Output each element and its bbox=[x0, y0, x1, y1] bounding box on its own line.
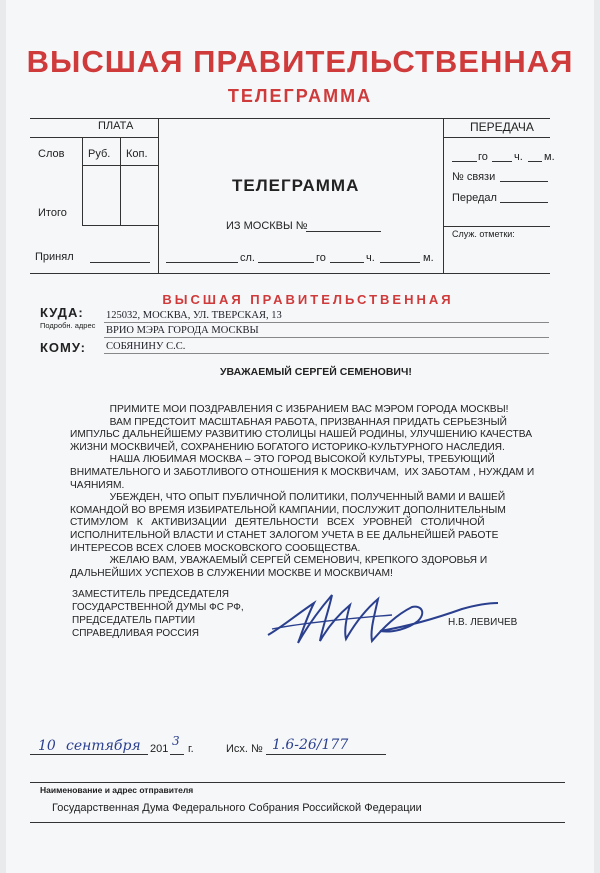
letter-line: ПРИМИТЕ МОИ ПОЗДРАВЛЕНИЯ С ИЗБРАНИЕМ ВАС МЭРОМ ГОРОДА МОСКВЫ! bbox=[70, 404, 509, 415]
ish-number: 1.6-26/177 bbox=[272, 737, 349, 753]
letter-line: КОМАНДОЙ ВО ВРЕМЯ ИЗБИРАТЕЛЬНОЙ КАМПАНИИ, ПОСЛУЖИТ ДОПОЛНИТЕЛЬНЫМ bbox=[70, 504, 506, 516]
plata-label: ПЛАТА bbox=[98, 120, 134, 132]
sluzh-label: Служ. отметки: bbox=[452, 229, 515, 239]
kuda-line2: ВРИО МЭРА ГОРОДА МОСКВЫ bbox=[106, 325, 259, 336]
letter-line: ДАЛЬНЕЙШИХ УСПЕХОВ В СЛУЖЕНИИ МОСКВЕ И МОСКВИЧАМ! bbox=[70, 567, 393, 579]
ish-label: Исх. № bbox=[226, 743, 263, 755]
letter-line: ЖИЗНИ МОСКВИЧЕЙ, СОХРАНЕНИЮ БОГАТОГО ИСТОРИКО-КУЛЬТУРНОГО НАСЛЕДИЯ. bbox=[70, 441, 505, 453]
header-subtitle: ТЕЛЕГРАММА bbox=[227, 86, 373, 106]
go-r-label: го bbox=[478, 151, 488, 163]
ch-label: ч. bbox=[366, 252, 375, 264]
kuda-line1: 125032, МОСКВА, УЛ. ТВЕРСКАЯ, 13 bbox=[106, 310, 282, 321]
letter-body bbox=[70, 404, 570, 580]
sig-line: ПРЕДСЕДАТЕЛЬ ПАРТИИ bbox=[72, 615, 196, 626]
sl-label: сл. bbox=[240, 252, 255, 264]
letter-line: ИНТЕРЕСОВ ВСЕХ СЛОЕВ МОСКОВСКОГО СООБЩЕСТВА. bbox=[70, 542, 361, 554]
letter-line: ЖЕЛАЮ ВАМ, УВАЖАЕМЫЙ СЕРГЕЙ СЕМЕНОВИЧ, КРЕПКОГО ЗДОРОВЬЯ И bbox=[70, 555, 488, 567]
letter-line: СТИМУЛОМ К АКТИВИЗАЦИИ ДЕЯТЕЛЬНОСТИ ВСЕХ УРОВНЕЙ СТОЛИЧНОЙ bbox=[70, 517, 485, 529]
letter-greeting: УВАЖАЕМЫЙ СЕРГЕЙ СЕМЕНОВИЧ! bbox=[220, 366, 412, 378]
sig-line: СПРАВЕДЛИВАЯ РОССИЯ bbox=[72, 628, 200, 639]
center-title: ТЕЛЕГРАММА bbox=[232, 176, 360, 195]
ch-r-label: ч. bbox=[514, 151, 523, 163]
letter-line: НАША ЛЮБИМАЯ МОСКВА – ЭТО ГОРОД ВЫСОКОЙ КУЛЬТУРЫ, ТРЕБУЮЩИЙ bbox=[70, 454, 495, 466]
signature-block bbox=[72, 588, 244, 640]
date-day: 10 bbox=[38, 738, 56, 754]
sender-label: Наименование и адрес отправителя bbox=[40, 785, 194, 795]
iz-moskvy-label: ИЗ МОСКВЫ № bbox=[226, 220, 308, 232]
sig-line: ЗАМЕСТИТЕЛЬ ПРЕДСЕДАТЕЛЯ bbox=[72, 589, 229, 600]
go-label: го bbox=[316, 252, 326, 264]
date-month: сентября bbox=[66, 738, 141, 754]
komu-label: КОМУ: bbox=[40, 340, 86, 355]
komu-value: СОБЯНИНУ С.С. bbox=[106, 341, 186, 352]
svyazi-label: № связи bbox=[452, 171, 496, 183]
letter-line: ИМПУЛЬС ДАЛЬНЕЙШЕМУ РАЗВИТИЮ СТОЛИЦЫ НАШЕЙ РОДИНЫ, УЛУЧШЕНИЮ КАЧЕСТВА bbox=[70, 429, 532, 441]
itogo-label: Итого bbox=[38, 207, 67, 219]
kuda-label: КУДА: bbox=[40, 305, 84, 320]
sig-line: ГОСУДАРСТВЕННОЙ ДУМЫ ФС РФ, bbox=[72, 602, 244, 613]
letter-line: ЧАЯНИЯМ. bbox=[70, 479, 125, 491]
letter-line: ВНИМАТЕЛЬНОГО И ЗАБОТЛИВОГО ОТНОШЕНИЯ К МОСКВИЧАМ, ИХ ЗАБОТАМ , НУЖДАМ И bbox=[70, 466, 535, 478]
header-title: ВЫСШАЯ ПРАВИТЕЛЬСТВЕННАЯ bbox=[26, 44, 574, 79]
sender-value: Государственная Дума Федерального Собрания Российской Федерации bbox=[52, 802, 422, 814]
m-r-label: м. bbox=[544, 151, 555, 163]
category-banner: ВЫСШАЯ ПРАВИТЕЛЬСТВЕННАЯ bbox=[162, 292, 454, 307]
peredacha-label: ПЕРЕДАЧА bbox=[470, 120, 534, 134]
year-suffix: 3 bbox=[172, 734, 180, 748]
peredal-label: Передал bbox=[452, 192, 497, 204]
rub-label: Руб. bbox=[88, 148, 111, 160]
slov-label: Слов bbox=[38, 148, 65, 160]
podrob-label: Подробн. адрес bbox=[40, 321, 96, 330]
letter-line: УБЕЖДЕН, ЧТО ОПЫТ ПУБЛИЧНОЙ ПОЛИТИКИ, ПОЛУЧЕННЫЙ ВАМИ И ВАШЕЙ bbox=[70, 492, 506, 504]
m-label: м. bbox=[423, 252, 434, 264]
g-label: г. bbox=[188, 743, 194, 755]
year-prefix: 201 bbox=[150, 743, 169, 755]
letter-line: ИСПОЛНИТЕЛЬНОЙ ВЛАСТИ И СТАНЕТ ЗАЛОГОМ УЧЕТА В ЕЕ ДАЛЬНЕЙШЕЙ РАБОТЕ bbox=[70, 529, 499, 541]
letter-line: ВАМ ПРЕДСТОИТ МАСШТАБНАЯ РАБОТА, ПРИЗВАННАЯ ПРИДАТЬ СЕРЬЕЗНЫЙ bbox=[70, 416, 507, 428]
kop-label: Коп. bbox=[126, 148, 148, 160]
prinyal-label: Принял bbox=[35, 251, 74, 263]
signer-name: Н.В. ЛЕВИЧЕВ bbox=[448, 617, 518, 628]
